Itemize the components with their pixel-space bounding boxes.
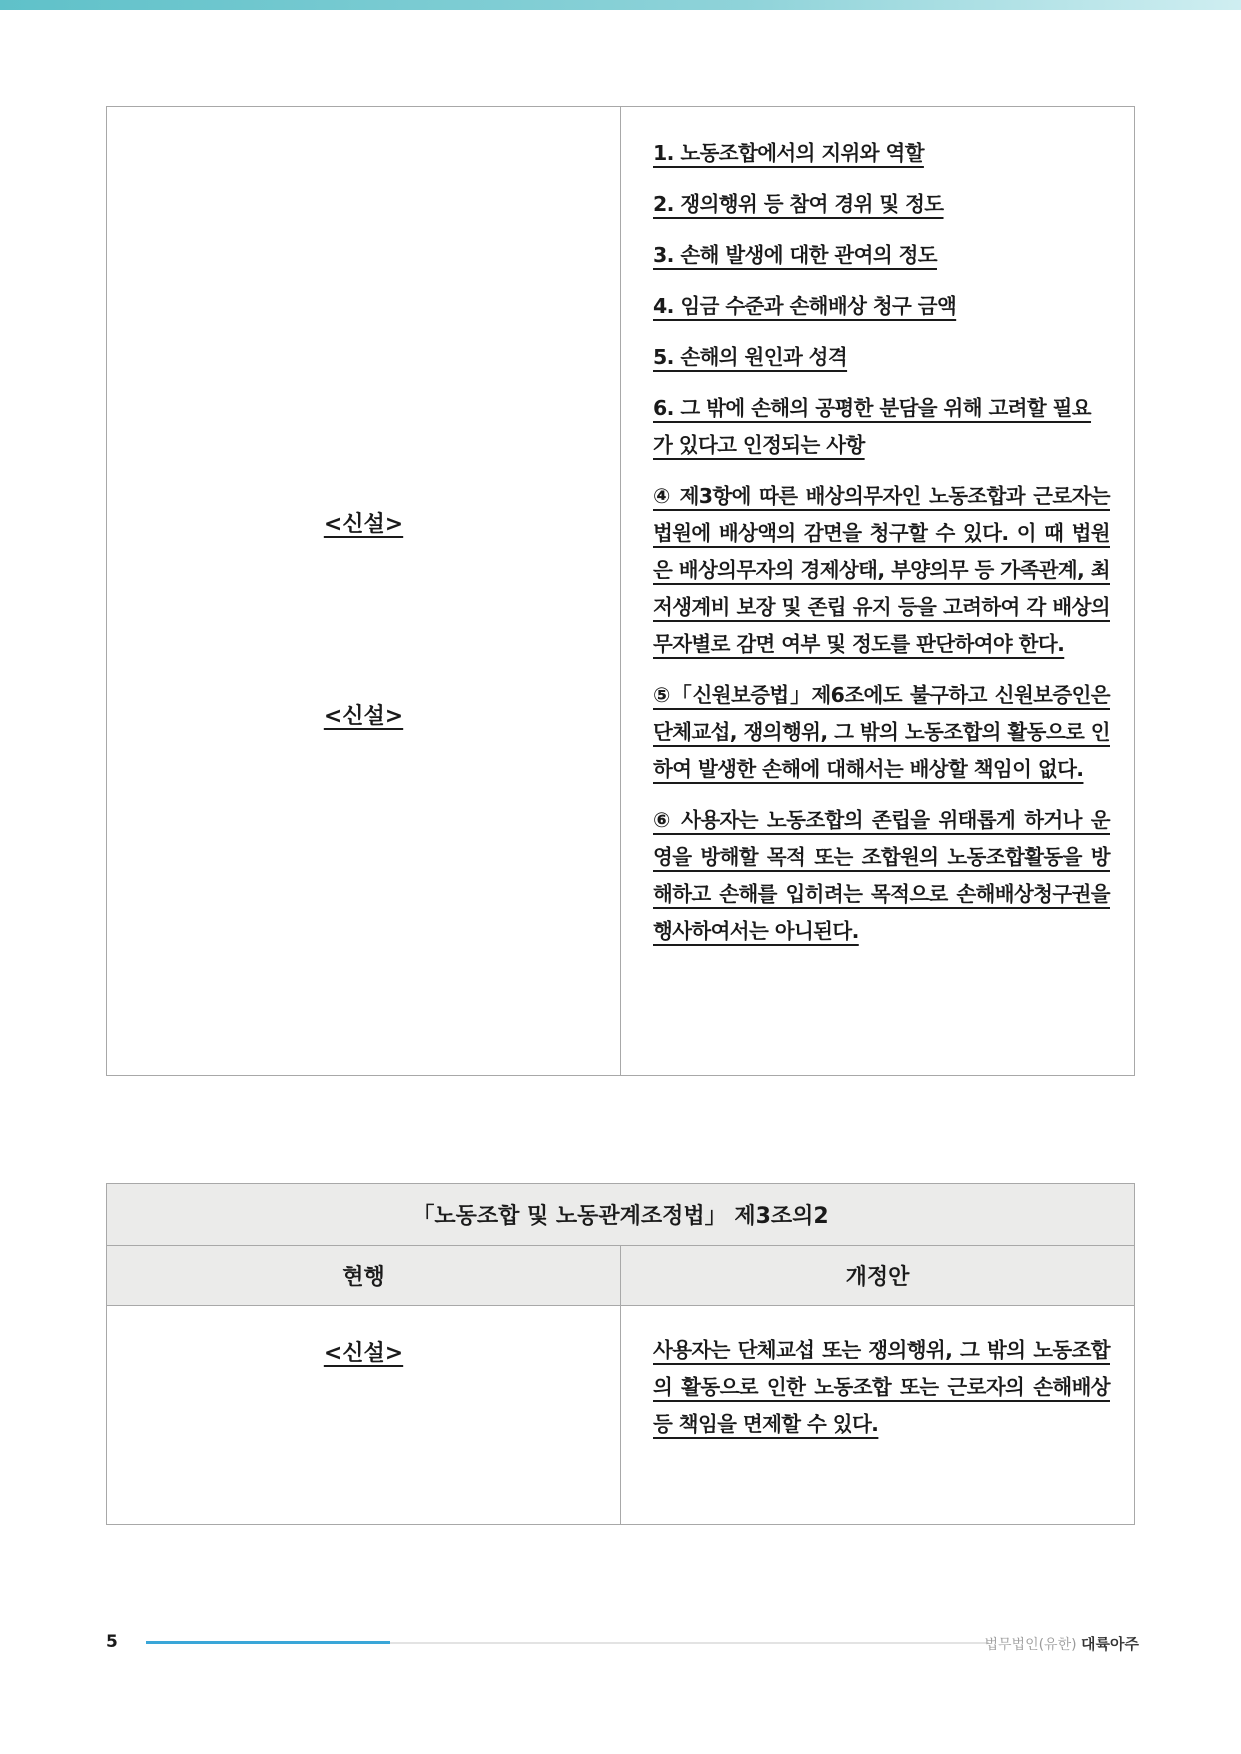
amendment-paragraph-4: ④ 제3항에 따른 배상의무자인 노동조합과 근로자는 법원에 배상액의 감면을 청구할 수 있다. 이 때 법원은 배상의무자의 경제상태, 부양의무 등 가족관계, 최저생계비 보장 및 존립 유지 등을 고려하여 각 배상의무자별로 감면 여부 및 정도를 판단하여야 한다. — [653, 484, 1110, 656]
amendment-paragraph-5: ⑤「신원보증법」제6조에도 불구하고 신원보증인은 단체교섭, 쟁의행위, 그 밖의 노동조합의 활동으로 인하여 발생한 손해에 대해서는 배상할 책임이 없다. — [653, 683, 1110, 781]
amendment-item: 5. 손해의 원인과 성격 — [653, 345, 848, 369]
top-accent-bar — [0, 0, 1241, 10]
law-title: 「노동조합 및 노동관계조정법」 제3조의2 — [107, 1184, 1135, 1246]
header-current: 현행 — [107, 1246, 621, 1306]
current-law-column — [107, 1306, 621, 1525]
firm-name-bold: 대륙아주 — [1081, 1635, 1139, 1653]
current-law-column — [107, 107, 621, 1076]
amendment-item: 1. 노동조합에서의 지위와 역할 — [653, 141, 924, 165]
amendment-item: 6. 그 밖에 손해의 공평한 분담을 위해 고려할 필요가 있다고 인정되는 사항 — [653, 396, 1092, 457]
firm-prefix: 법무법인(유한) — [984, 1637, 1077, 1653]
amendment-column — [621, 1306, 1135, 1525]
amendment-paragraph: 사용자는 단체교섭 또는 쟁의행위, 그 밖의 노동조합의 활동으로 인한 노동조합 또는 근로자의 손해배상 등 책임을 면제할 수 있다. — [653, 1338, 1110, 1436]
amendment-item: 3. 손해 발생에 대한 관여의 정도 — [653, 243, 937, 267]
amendment-column — [621, 107, 1135, 1076]
header-proposal: 개정안 — [621, 1246, 1135, 1306]
firm-name — [985, 1633, 1140, 1654]
amendment-paragraph-6: ⑥ 사용자는 노동조합의 존립을 위태롭게 하거나 운영을 방해할 목적 또는 조합원의 노동조합활동을 방해하고 손해를 입히려는 목적으로 손해배상청구권을 행사하여서는 아니된다. — [653, 808, 1110, 943]
comparison-table-continued — [106, 106, 1135, 1076]
amendment-item: 2. 쟁의행위 등 참여 경위 및 정도 — [653, 192, 944, 216]
comparison-table-article-3-2 — [106, 1183, 1135, 1525]
footer-divider-accent — [146, 1641, 390, 1644]
new-provision-tag: <신설> — [323, 1341, 404, 1366]
new-provision-tag: <신설> — [323, 704, 404, 729]
page-number: 5 — [106, 1632, 118, 1652]
new-provision-tag: <신설> — [323, 512, 404, 537]
amendment-item: 4. 임금 수준과 손해배상 청구 금액 — [653, 294, 957, 318]
